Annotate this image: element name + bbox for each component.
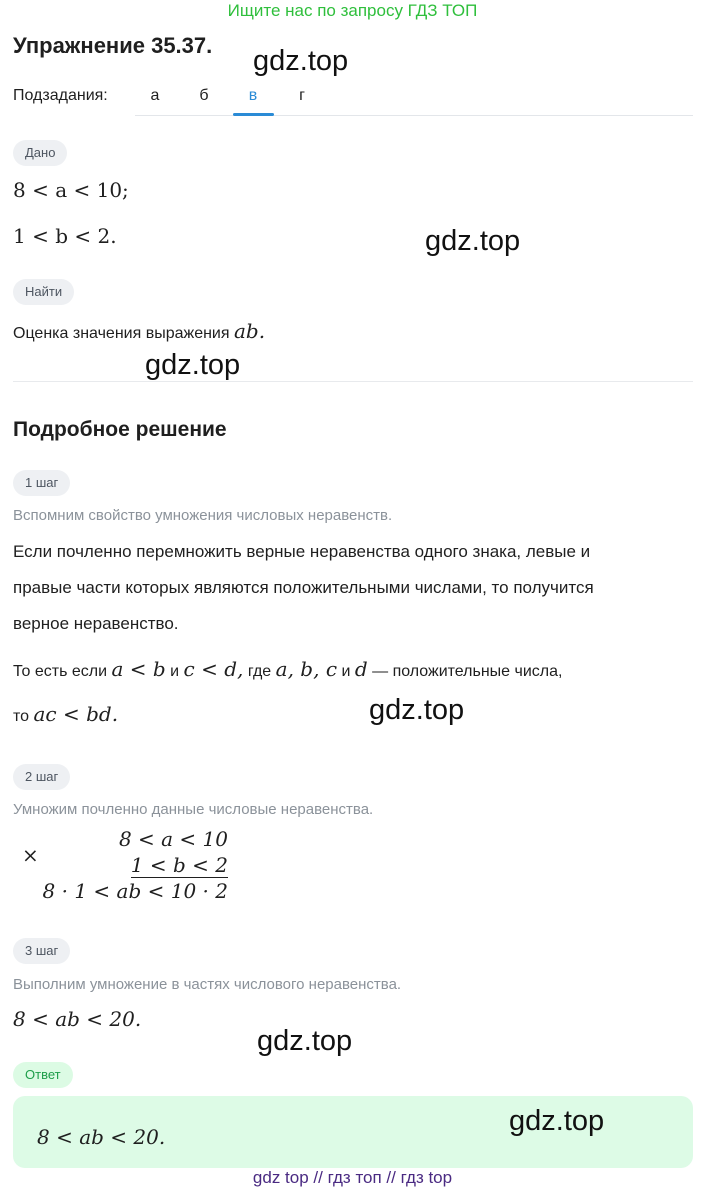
active-tab-indicator: [233, 113, 274, 116]
answer-pill: Ответ: [13, 1062, 73, 1088]
step-1-text-b: и: [170, 663, 180, 680]
step-1-text-c: где: [247, 663, 272, 680]
step-1-paragraph-line-1: Если почленно перемножить верные неравенства одного знака, левые и: [13, 542, 591, 561]
answer-value: 8 < ab < 20.: [37, 1125, 166, 1149]
step-1-text-e: — положительные числа,: [372, 663, 563, 680]
step-1-conclusion-math: ac < bd.: [33, 702, 119, 726]
watermark: gdz.top: [257, 1025, 353, 1057]
step-1-text-a: То есть если: [13, 663, 108, 680]
tab-v[interactable]: в: [248, 87, 258, 104]
step-1-math-2: c < d,: [183, 657, 244, 681]
step-2-hint: Умножим почленно данные числовые неравенства.: [13, 801, 374, 818]
step-1-pill: 1 шаг: [13, 470, 70, 496]
step-3-pill: 3 шаг: [13, 938, 70, 964]
watermark: gdz.top: [145, 349, 241, 381]
watermark: gdz.top: [253, 45, 349, 77]
tabs-divider: [135, 115, 693, 116]
footer-links[interactable]: gdz top // гдз топ // гдз top: [252, 1168, 453, 1187]
step-1-paragraph-line-2: правые части которых являются положительными числами, то получится: [13, 578, 594, 597]
solution-heading: Подробное решение: [13, 418, 227, 441]
multiplication-row-2: 1 < b < 2: [130, 853, 228, 877]
page-title: Упражнение 35.37.: [13, 33, 213, 58]
step-1-math-3: a, b, c: [275, 657, 338, 681]
given-line-1: 8 < a < 10;: [13, 178, 129, 202]
multiplication-block: [20, 827, 240, 907]
tab-a[interactable]: а: [150, 87, 160, 104]
find-pill: Найти: [13, 279, 74, 305]
step-1-property-line: [13, 657, 562, 681]
step-1-math-1: a < b: [111, 657, 166, 681]
given-pill: Дано: [13, 140, 67, 166]
step-3-result: 8 < ab < 20.: [13, 1007, 142, 1031]
times-sign: ×: [22, 843, 39, 867]
step-1-text-d: и: [341, 663, 351, 680]
step-1-text-to: то: [13, 708, 30, 725]
search-banner[interactable]: Ищите нас по запросу ГДЗ ТОП: [227, 1, 478, 20]
step-3-hint: Выполним умножение в частях числового неравенства.: [13, 976, 402, 993]
step-1-conclusion-line: [13, 702, 118, 726]
watermark: gdz.top: [369, 694, 465, 726]
step-2-pill: 2 шаг: [13, 764, 70, 790]
step-1-math-4: d: [354, 657, 368, 681]
watermark: gdz.top: [509, 1105, 605, 1137]
find-text: Оценка значения выражения: [13, 325, 230, 342]
step-1-hint: Вспомним свойство умножения числовых неравенств.: [13, 507, 393, 524]
multiplication-row-1: 8 < a < 10: [118, 827, 228, 851]
subtasks-label: Подзадания:: [13, 87, 108, 104]
step-1-paragraph-line-3: верное неравенство.: [13, 614, 179, 633]
section-divider: [13, 381, 693, 382]
tab-g[interactable]: г: [299, 87, 305, 104]
watermark: gdz.top: [425, 225, 521, 257]
multiplication-row-3: 8 · 1 < ab < 10 · 2: [42, 879, 228, 903]
tab-b[interactable]: б: [199, 87, 209, 104]
given-line-2: 1 < b < 2.: [13, 224, 117, 248]
find-expr: ab.: [233, 319, 266, 343]
